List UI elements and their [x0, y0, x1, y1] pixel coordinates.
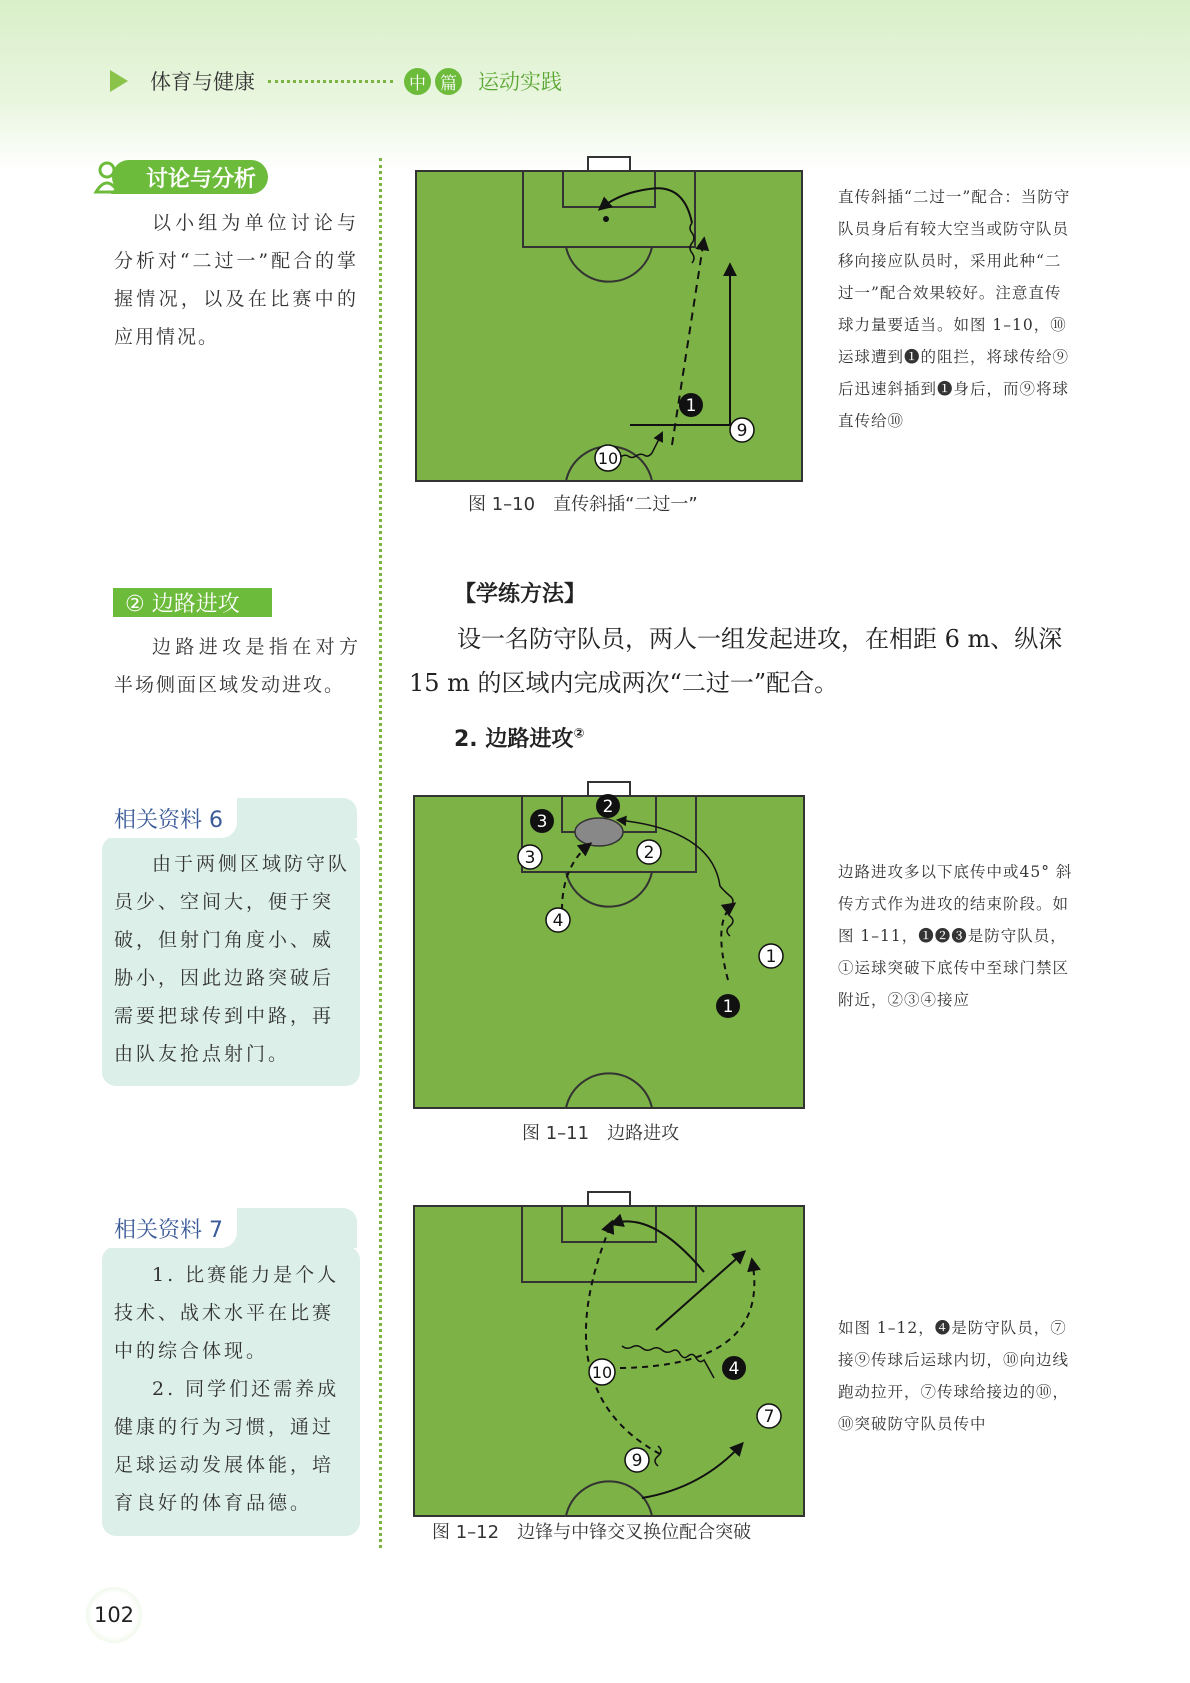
attacker-7-label: 7: [763, 1407, 775, 1427]
attacker-9-label: 9: [736, 421, 748, 441]
discussion-people-icon: [93, 158, 133, 198]
attacker-10-label-fig12: 10: [591, 1363, 613, 1382]
figure-1-11-note: 边路进攻多以下底传中或45° 斜传方式作为进攻的结束阶段。如图 1–11，❶❷❸是防守队员，①运球突破下底传中至球门禁区附近，②③④接应: [838, 863, 1073, 1009]
defender-1-label: 1: [685, 396, 697, 416]
attacker-10-label: 10: [597, 449, 619, 468]
method-text: 设一名防守队员，两人一组发起进攻，在相距 6 m、纵深 15 m 的区域内完成两次“二过一”配合。: [409, 625, 1063, 697]
subheading-text: 2. 边路进攻: [454, 727, 574, 752]
page-number: 102: [86, 1587, 142, 1643]
figure-1-10-note: 直传斜插“二过一”配合：当防守队员身后有较大空当或防守队员移向接应队员时，采用此种“二过一”配合效果较好。注意直传球力量要适当。如图 1–10，⑩运球遭到❶的阻拦，将球传给⑨后迅速斜插到❶身后，而⑨将球直传给⑩: [838, 188, 1071, 430]
figure-1-11-field: [412, 780, 806, 1110]
attacker-9-label-fig12: 9: [631, 1451, 643, 1471]
figure-1-10-caption: 图 1–10 直传斜插“二过一”: [468, 494, 698, 515]
figure-1-12-note: 如图 1–12，❹是防守队员，⑦接⑨传球后运球内切，⑩向边线跑动拉开，⑦传球给接边的⑩，⑩突破防守队员传中: [838, 1319, 1070, 1433]
header-dots: [268, 80, 393, 83]
method-heading: 【学练方法】: [454, 582, 587, 607]
edge-attack-title: ② 边路进攻: [113, 588, 272, 617]
part-badge-1: 中: [404, 68, 431, 95]
edge-attack-text: 边路进攻是指在对方半场侧面区域发动进攻。: [114, 636, 360, 696]
subheading-footnote: ②: [573, 726, 585, 742]
attacker-3-label: 3: [524, 848, 536, 868]
part-badge-2: 篇: [435, 68, 462, 95]
attacker-1-label: 1: [765, 947, 777, 967]
ref7-text: 1. 比赛能力是个人技术、战术水平在比赛中的综合体现。 2. 同学们还需养成健康的行为习惯，通过足球运动发展体能，培育良好的体育品德。: [114, 1264, 340, 1514]
defender-3-label: 3: [536, 812, 548, 832]
book-title: 体育与健康: [150, 70, 255, 94]
discussion-title: 讨论与分析: [112, 160, 268, 194]
defender-4-label: 4: [728, 1359, 740, 1379]
attacker-2-label: 2: [643, 843, 655, 863]
section-title: 运动实践: [478, 70, 562, 94]
goal-area-zone: [575, 818, 623, 846]
ref7-title: 相关资料 7: [102, 1208, 237, 1248]
ref6-title: 相关资料 6: [102, 798, 237, 838]
discussion-text: 以小组为单位讨论与分析对“二过一”配合的掌握情况，以及在比赛中的应用情况。: [114, 212, 358, 348]
play-arrow-icon: [110, 70, 128, 92]
defender-2-label: 2: [602, 797, 614, 817]
defender-1-label-fig11: 1: [722, 997, 734, 1017]
figure-1-12-caption: 图 1–12 边锋与中锋交叉换位配合突破: [432, 1522, 752, 1543]
figure-1-12-field: [412, 1190, 806, 1520]
ref6-text: 由于两侧区域防守队员少、空间大，便于突破，但射门角度小、威胁小，因此边路突破后需要把球传到中路，再由队友抢点射门。: [114, 853, 351, 1065]
subheading: [454, 722, 584, 753]
column-divider: [379, 158, 382, 1548]
figure-1-11-caption: 图 1–11 边路进攻: [522, 1123, 680, 1144]
figure-1-10-field: [414, 155, 804, 485]
attacker-4-label: 4: [552, 911, 564, 931]
